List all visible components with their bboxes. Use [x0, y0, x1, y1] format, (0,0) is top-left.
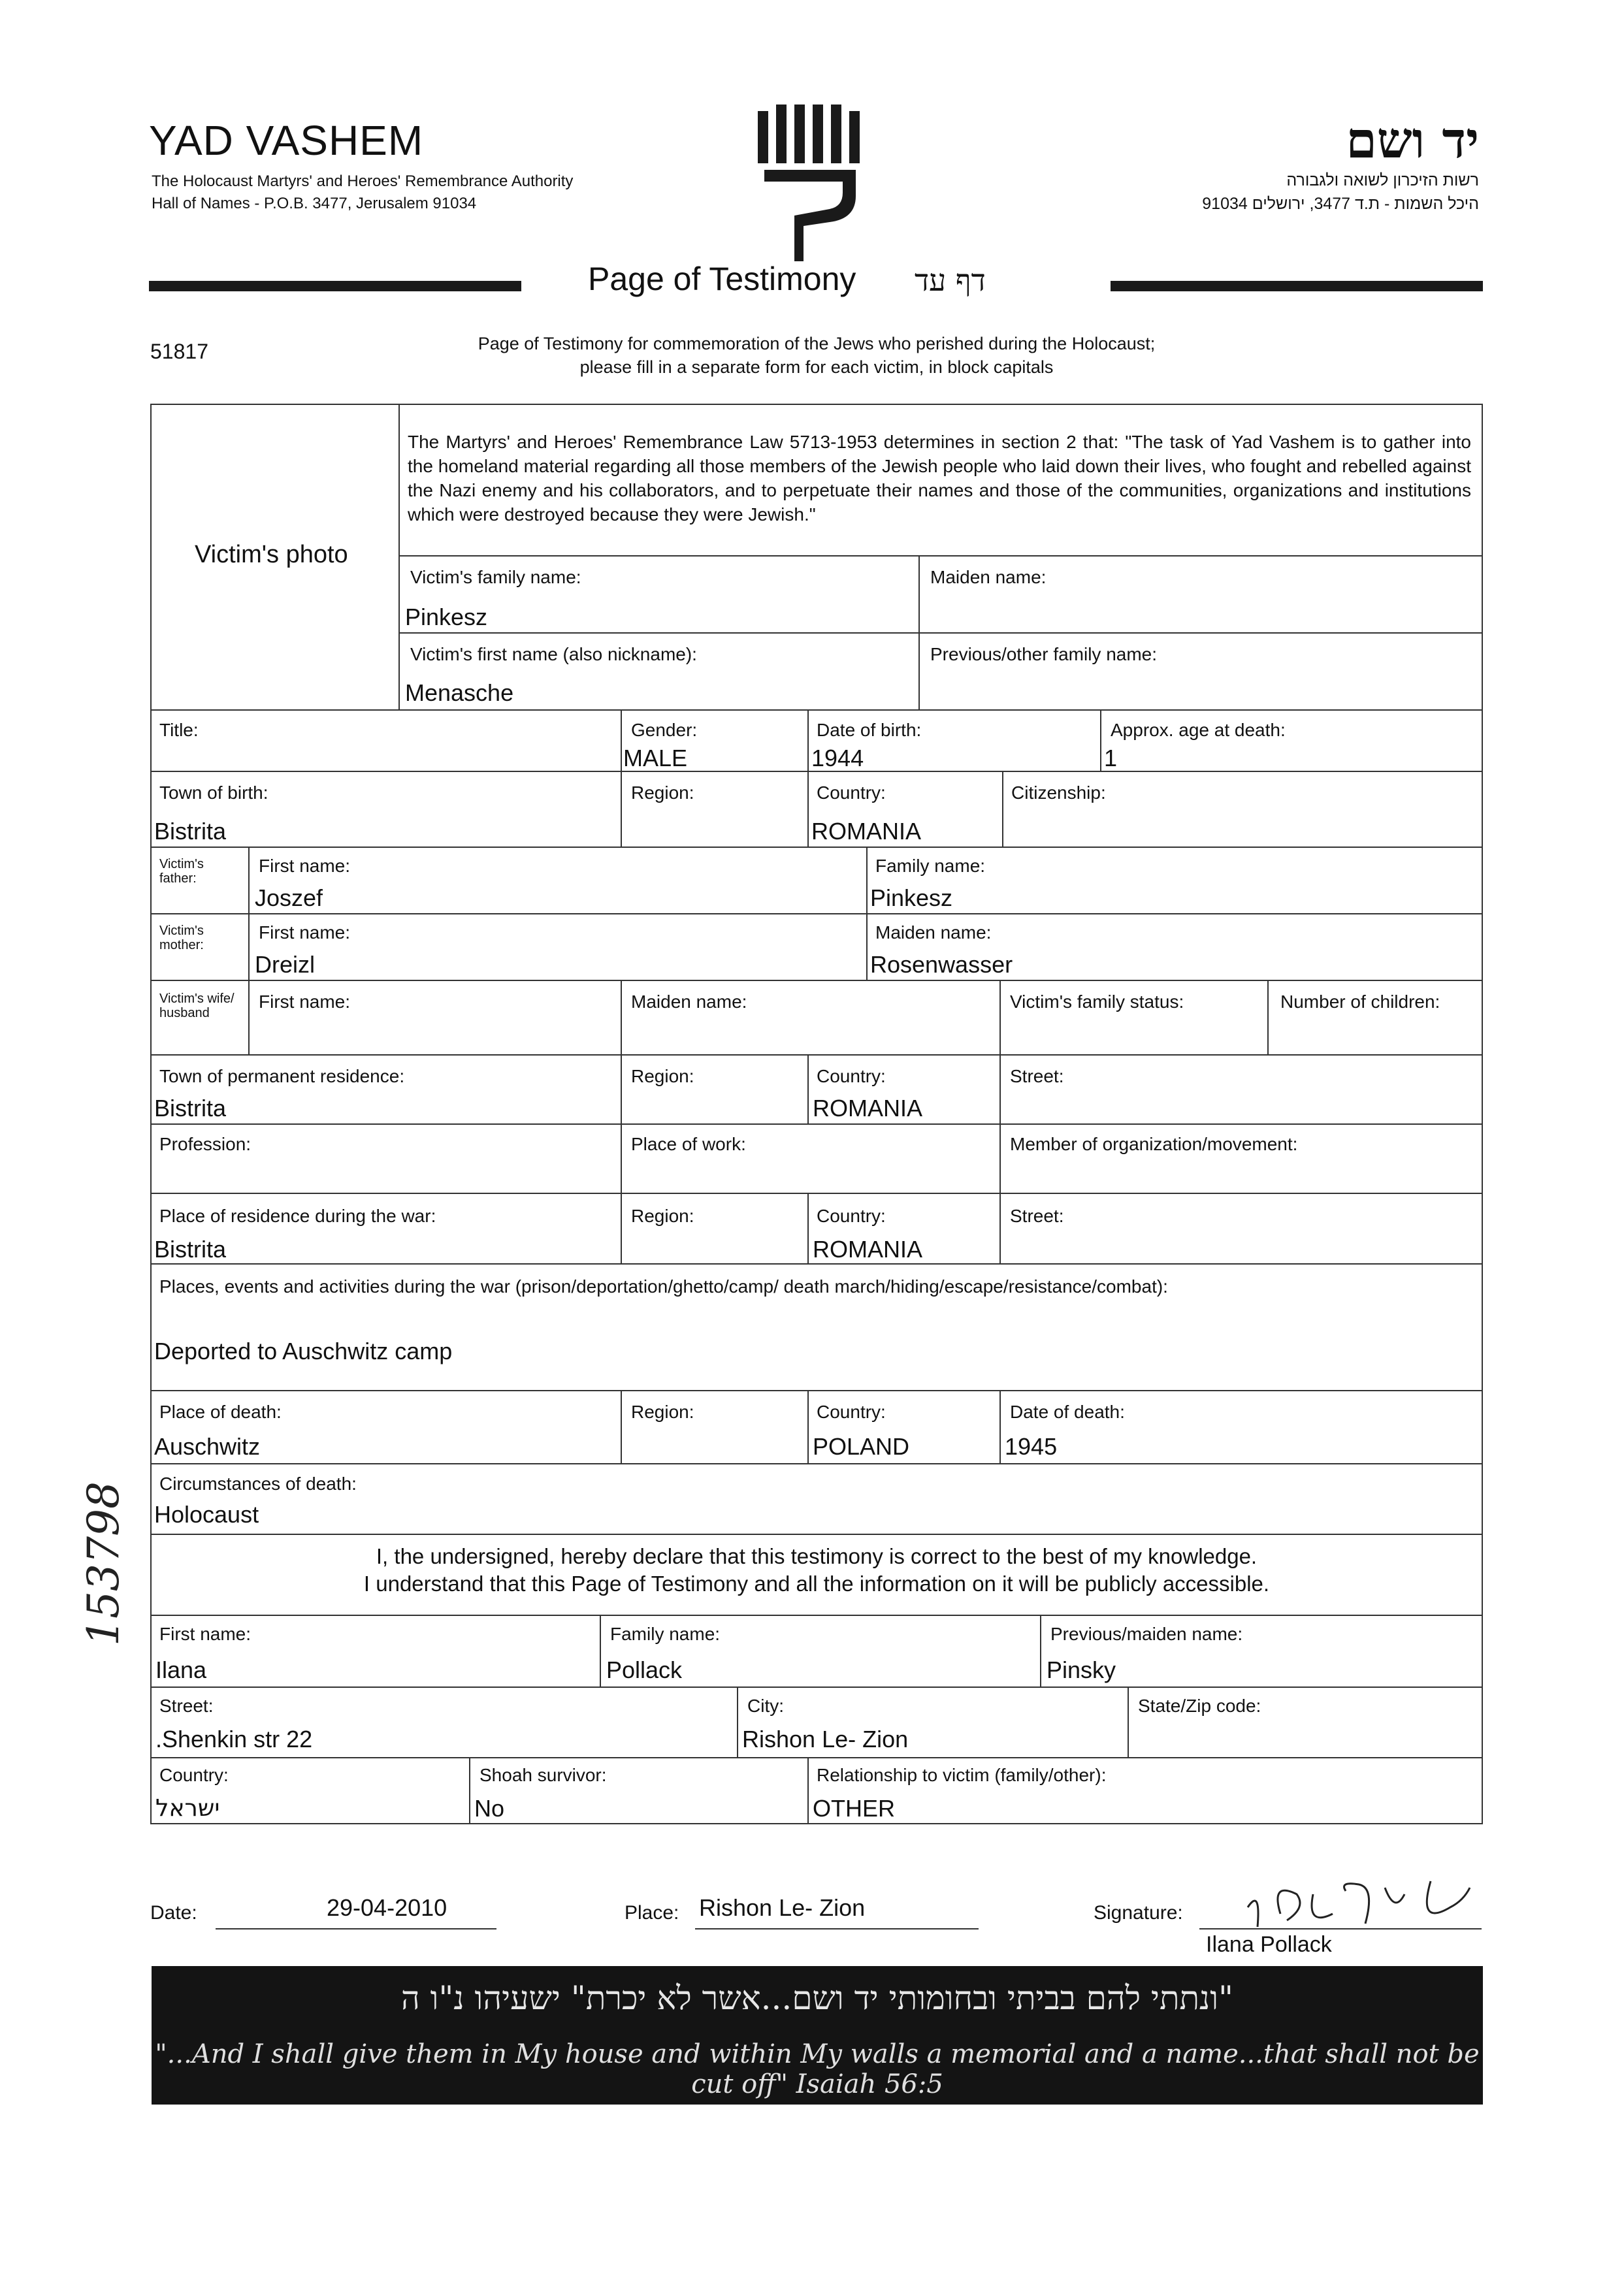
residence-town-value: Bistrita	[154, 1095, 227, 1122]
death-place-value: Auschwitz	[154, 1433, 261, 1460]
children-count-label: Number of children:	[1280, 992, 1440, 1012]
place-of-work-label: Place of work:	[631, 1134, 746, 1154]
family-status-label: Victim's family status:	[1010, 992, 1184, 1012]
form-title: Page of Testimony	[588, 261, 856, 297]
declaration-line-2: I understand that this Page of Testimony and all the information on it will be publicly accessible.	[363, 1572, 1270, 1596]
submitter-street-label: Street:	[159, 1696, 214, 1716]
town-of-birth-label: Town of birth:	[159, 783, 268, 803]
place-underline	[695, 1928, 979, 1929]
war-country-value: ROMANIA	[813, 1236, 923, 1263]
shoah-survivor-label: Shoah survivor:	[479, 1765, 607, 1785]
submitter-country-value: ישראל	[155, 1795, 220, 1822]
mother-maiden-label: Maiden name:	[875, 922, 992, 943]
war-residence-label: Place of residence during the war:	[159, 1206, 436, 1226]
residence-street-label: Street:	[1010, 1066, 1064, 1086]
first-name-label: Victim's first name (also nickname):	[410, 644, 697, 664]
instructions-line-1: Page of Testimony for commemoration of the Jews who perished during the Holocaust;	[478, 334, 1156, 353]
war-events-value: Deported to Auschwitz camp	[154, 1338, 453, 1364]
handwritten-id: 153798	[78, 1481, 129, 1646]
header-rule-right	[1111, 281, 1483, 291]
submitter-prev-value: Pinsky	[1047, 1656, 1116, 1683]
age-value: 1	[1104, 745, 1118, 771]
date-label: Date:	[150, 1902, 197, 1924]
form-title-he: דף עד	[915, 263, 986, 298]
victim-photo-placeholder: Victim's photo	[195, 541, 348, 568]
mother-first-label: First name:	[259, 922, 351, 943]
mother-side-label: Victim's mother:	[159, 924, 204, 952]
father-side-label: Victim's father:	[159, 857, 204, 886]
banner-hebrew-quote: "ונתתי להם בביתי ובחומותי יד ושם...אשר לא יכרת" ישעיהו נ"ו ה	[400, 1979, 1234, 2017]
title-label: Title:	[159, 720, 199, 740]
relationship-value: OTHER	[813, 1795, 895, 1822]
birth-country-value: ROMANIA	[811, 818, 922, 845]
war-residence-value: Bistrita	[154, 1236, 227, 1263]
citizenship-label: Citizenship:	[1011, 783, 1106, 803]
org-name-en: YAD VASHEM	[149, 117, 424, 164]
relationship-label: Relationship to victim (family/other):	[817, 1765, 1107, 1785]
father-family-label: Family name:	[875, 856, 986, 876]
signature-label: Signature:	[1094, 1902, 1183, 1924]
father-first-label: First name:	[259, 856, 351, 876]
war-street-label: Street:	[1010, 1206, 1064, 1226]
father-family-value: Pinkesz	[870, 884, 953, 911]
death-place-label: Place of death:	[159, 1402, 282, 1422]
war-events-label: Places, events and activities during the war (prison/deportation/ghetto/camp/ death march/hiding/escape/resistance/combat):	[159, 1276, 1168, 1297]
submitter-prev-label: Previous/maiden name:	[1050, 1624, 1243, 1644]
death-date-value: 1945	[1005, 1433, 1058, 1460]
residence-region-label: Region:	[631, 1066, 694, 1086]
submitter-country-label: Country:	[159, 1765, 229, 1785]
submitter-first-label: First name:	[159, 1624, 252, 1644]
submitter-family-label: Family name:	[610, 1624, 721, 1644]
yad-vashem-logo-icon	[745, 105, 875, 268]
spouse-side-label: Victim's wife/ husband	[159, 992, 235, 1020]
war-country-label: Country:	[817, 1206, 886, 1226]
dob-label: Date of birth:	[817, 720, 922, 740]
submitter-city-label: City:	[747, 1696, 784, 1716]
date-value: 29-04-2010	[327, 1894, 447, 1921]
instructions	[392, 332, 1241, 379]
maiden-name-label: Maiden name:	[930, 567, 1047, 587]
death-circumstances-label: Circumstances of death:	[159, 1474, 357, 1494]
town-of-birth-value: Bistrita	[154, 818, 227, 845]
spouse-maiden-label: Maiden name:	[631, 992, 747, 1012]
death-region-label: Region:	[631, 1402, 694, 1422]
org-name-he: יד ושם	[1346, 111, 1479, 169]
banner-english-quote: "...And I shall give them in My house and within My walls a memorial and a name...that shall not be cut off" Isaiah 56:5	[155, 2039, 1480, 2099]
mother-maiden-value: Rosenwasser	[870, 951, 1013, 978]
birth-region-label: Region:	[631, 783, 694, 803]
profession-label: Profession:	[159, 1134, 252, 1154]
gender-label: Gender:	[631, 720, 698, 740]
submitter-zip-label: State/Zip code:	[1138, 1696, 1261, 1716]
scripture-banner	[152, 1966, 1483, 2105]
org-subtitle-en: The Holocaust Martyrs' and Heroes' Remembrance Authority	[152, 172, 574, 190]
org-address-en: Hall of Names - P.O.B. 3477, Jerusalem 91034	[152, 195, 477, 212]
submitter-family-value: Pollack	[606, 1656, 683, 1683]
residence-country-value: ROMANIA	[813, 1095, 923, 1122]
family-name-label: Victim's family name:	[410, 567, 581, 587]
place-value: Rishon Le- Zion	[699, 1894, 866, 1921]
page-number: 51817	[150, 340, 208, 363]
mother-first-value: Dreizl	[255, 951, 316, 978]
residence-country-label: Country:	[817, 1066, 886, 1086]
death-circumstances-value: Holocaust	[154, 1501, 259, 1528]
residence-town-label: Town of permanent residence:	[159, 1066, 405, 1086]
org-address-he: היכל השמות - ת.ד 3477, ירושלים 91034	[1202, 195, 1479, 213]
birth-country-label: Country:	[817, 783, 886, 803]
death-country-value: POLAND	[813, 1433, 910, 1460]
instructions-line-2: please fill in a separate form for each victim, in block capitals	[579, 357, 1054, 377]
submitter-street-value: .Shenkin str 22	[155, 1726, 313, 1752]
submitter-city-value: Rishon Le- Zion	[742, 1726, 909, 1752]
place-label: Place:	[625, 1902, 679, 1924]
war-region-label: Region:	[631, 1206, 694, 1226]
family-name-value: Pinkesz	[405, 604, 488, 630]
signer-name: Ilana Pollack	[1206, 1932, 1332, 1957]
age-label: Approx. age at death:	[1111, 720, 1286, 740]
death-country-label: Country:	[817, 1402, 886, 1422]
org-subtitle-he: רשות הזיכרון לשואה ולגבורה	[1286, 171, 1479, 189]
membership-label: Member of organization/movement:	[1010, 1134, 1298, 1154]
previous-family-name-label: Previous/other family name:	[930, 644, 1158, 664]
dob-value: 1944	[811, 745, 864, 771]
death-date-label: Date of death:	[1010, 1402, 1125, 1422]
law-text: The Martyrs' and Heroes' Remembrance Law 5713-1953 determines in section 2 that: "The task of Yad Vashem is to gather into the homeland material regarding all those members of the Jewish people who laid down their lives, who fought and rebelled against the Nazi enemy and his collaborators, and to perpetuate their names and those of the communities, organizations and institutions which were destroyed because they were Jewish."	[408, 432, 1471, 525]
submitter-first-value: Ilana	[155, 1656, 207, 1683]
gender-value: MALE	[623, 745, 688, 771]
first-name-value: Menasche	[405, 679, 514, 706]
date-underline	[216, 1928, 496, 1929]
declaration-line-1: I, the undersigned, hereby declare that this testimony is correct to the best of my knowledge.	[376, 1544, 1258, 1568]
father-first-value: Joszef	[255, 884, 323, 911]
shoah-survivor-value: No	[474, 1795, 505, 1822]
header-rule-left	[149, 281, 521, 291]
spouse-first-label: First name:	[259, 992, 351, 1012]
